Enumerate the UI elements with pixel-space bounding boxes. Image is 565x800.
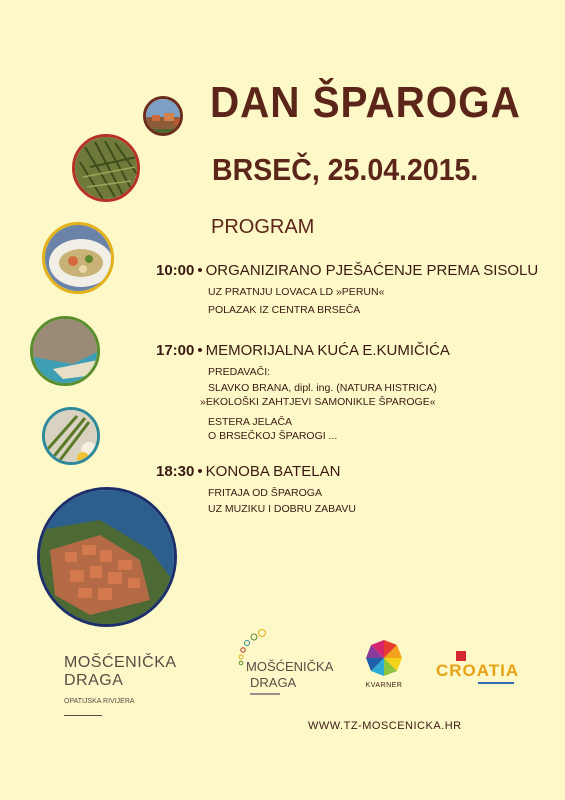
photo-beach xyxy=(30,316,100,386)
event-time: 17:00 xyxy=(156,342,195,359)
event-detail: FRITAJA OD ŠPAROGA xyxy=(208,487,322,499)
event-location-date: BRSEČ, 25.04.2015. xyxy=(212,152,479,187)
event-detail: PREDAVAČI: xyxy=(208,366,271,378)
moscenicka-draga-logo xyxy=(64,654,177,716)
logo-line-2: DRAGA xyxy=(64,672,124,689)
photo-asparagus-eggs xyxy=(42,407,100,465)
program-heading: PROGRAM xyxy=(211,216,315,238)
logo-line-1: MOŠĆENIČKA xyxy=(64,654,177,671)
event-name: ORGANIZIRANO PJEŠAĆENJE PREMA SISOLU xyxy=(205,262,539,279)
event-item: 17:00 • MEMORIJALNA KUĆA E.KUMIČIĆA PREDAVAČI: SLAVKO BRANA, dipl. ing. (NATURA HISTRICA) »EKOLOŠKI ZAHTJEVI SAMONIKLE ŠPAROGE« ESTERA JELAČA O BRSEČKOJ ŠPAROGI ... xyxy=(156,342,556,443)
kvarner-label: KVARNER xyxy=(365,682,403,689)
croatia-underline xyxy=(478,682,514,684)
event-name: MEMORIJALNA KUĆA E.KUMIČIĆA xyxy=(205,342,450,359)
page-title: DAN ŠPAROGA xyxy=(210,78,521,127)
photo-asparagus-bundle xyxy=(72,134,140,202)
website-url[interactable]: WWW.TZ-MOSCENICKA.HR xyxy=(308,720,462,732)
event-detail: ESTERA JELAČA xyxy=(208,416,293,428)
kvarner-logo xyxy=(364,640,404,700)
event-detail: UZ MUZIKU I DOBRU ZABAVU xyxy=(208,503,356,515)
logo2-line-1: MOŠĆENIČKA xyxy=(246,659,334,674)
croatia-logo xyxy=(434,651,524,687)
event-time: 10:00 xyxy=(156,262,195,279)
event-detail: SLAVKO BRANA, dipl. ing. (NATURA HISTRICA) xyxy=(208,382,437,394)
photo-dish xyxy=(42,222,114,294)
event-detail: UZ PRATNJU LOVACA LD »PERUN« xyxy=(208,286,385,298)
logo-tagline: OPATIJSKA RIVIJERA xyxy=(64,698,135,705)
event-detail: O BRSEČKOJ ŠPAROGI ... xyxy=(208,430,338,442)
logo-divider xyxy=(64,715,102,716)
event-item: 18:30 • KONOBA BATELAN FRITAJA OD ŠPAROGA UZ MUZIKU I DOBRU ZABAVU xyxy=(156,463,556,516)
event-detail: POLAZAK IZ CENTRA BRSEČA xyxy=(208,304,361,316)
event-item: 10:00 • ORGANIZIRANO PJEŠAĆENJE PREMA SISOLU UZ PRATNJU LOVACA LD »PERUN« POLAZAK IZ CENTRA BRSEČA xyxy=(156,262,556,317)
croatia-checker-icon xyxy=(456,651,466,661)
kvarner-icon xyxy=(366,640,402,676)
event-detail: »EKOLOŠKI ZAHTJEVI SAMONIKLE ŠPAROGE« xyxy=(200,396,436,408)
moscenicka-draga-bubble-logo xyxy=(236,628,336,708)
event-time: 18:30 xyxy=(156,463,195,480)
photo-village-small xyxy=(143,96,183,136)
event-name: KONOBA BATELAN xyxy=(205,463,341,480)
logo2-tagline-mark xyxy=(250,693,280,695)
croatia-wordmark: CROATIA xyxy=(436,661,520,680)
logo2-line-2: DRAGA xyxy=(250,675,297,690)
